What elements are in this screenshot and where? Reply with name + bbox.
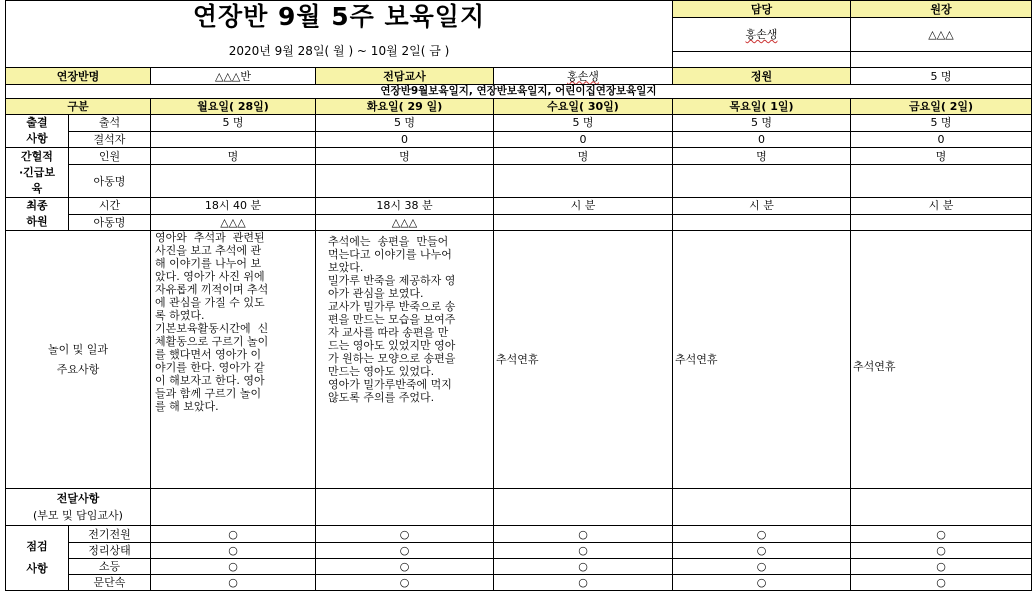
inspection-lights-label: 소등 — [69, 559, 151, 575]
intermittent-children-thu — [673, 165, 851, 198]
inspection-power-wed: ○ — [494, 526, 673, 543]
inspection-power-fri: ○ — [851, 526, 1032, 543]
day-header-fri: 금요일( 2일) — [851, 99, 1032, 115]
day-header-tue: 화요일( 29 일) — [316, 99, 494, 115]
inspection-lights-wed: ○ — [494, 559, 673, 575]
inspection-locking-wed: ○ — [494, 575, 673, 591]
intermittent-children-tue — [316, 165, 494, 198]
attendance-present-label: 출석 — [69, 115, 151, 132]
inspection-group-label: 점검 사항 — [6, 526, 69, 591]
intermittent-children-mon — [151, 165, 316, 198]
activities-mon: 영아와 추석과 관련된 사진을 보고 추석에 관 해 이야기를 나누어 보 았다. 영아가 사진 위에 자유롭게 끼적이며 추석 에 관심을 가질 수 있도 록 하였다. 기본보육활동시간에 신 체활동으로 구르기 놀이 를 했다면서 영아가 이 야기를 한다. 영아가 같 이 해보자고 한다. 영아 들과 함께 구르기 놀이 를 해 보았다. — [151, 231, 316, 489]
inspection-tidy-label: 정리상태 — [69, 543, 151, 559]
approval-label-director: 원장 — [851, 1, 1032, 18]
intermittent-count-label: 인원 — [69, 148, 151, 165]
message-label: 전달사항 — [56, 492, 100, 505]
message-tue — [316, 489, 494, 526]
title-block — [6, 1, 673, 68]
departure-time-label: 시간 — [69, 198, 151, 215]
departure-children-label: 아동명 — [69, 214, 151, 231]
intermittent-children-wed — [494, 165, 673, 198]
departure-time-wed: 시 분 — [494, 198, 673, 215]
inspection-tidy-thu: ○ — [673, 543, 851, 559]
inspection-tidy-tue: ○ — [316, 543, 494, 559]
departure-group-label: 최종 하원 — [6, 198, 69, 231]
intermittent-group-label: 간헐적 ·긴급보 육 — [6, 148, 69, 198]
inspection-locking-fri: ○ — [851, 575, 1032, 591]
message-label-cell — [6, 489, 151, 526]
class-name-value: △△△반 — [151, 68, 316, 85]
activities-tue: 추석에는 송편을 만들어 먹는다고 이야기를 나누어 보았다. 밀가루 반죽을 제공하자 영 아가 관심을 보였다. 교사가 밀가루 반죽으로 송 편을 만드는 모습을 보여주 자 교사를 따라 송편을 만 드는 영아도 있었지만 영아 가 원하는 모양으로 송편을 만드는 영아도 있었다. 영아가 밀가루반죽에 먹지 않도록 주의를 주었다. — [316, 231, 494, 489]
files-note: 연장반9월보육일지, 연장반보육일지, 어린이집연장보육일지 — [6, 85, 1032, 99]
intermittent-count-thu: 명 — [673, 148, 851, 165]
attendance-absent-mon — [151, 131, 316, 148]
departure-time-thu: 시 분 — [673, 198, 851, 215]
intermittent-children-fri — [851, 165, 1032, 198]
teacher-label: 전담교사 — [316, 68, 494, 85]
intermittent-count-tue: 명 — [316, 148, 494, 165]
departure-children-thu — [673, 214, 851, 231]
attendance-absent-label: 결석자 — [69, 131, 151, 148]
date-range: 2020년 9월 28일( 월 ) ~ 10월 2일( 금 ) — [228, 44, 450, 58]
attendance-absent-fri: 0 — [851, 131, 1032, 148]
approval-spacer-1 — [673, 52, 851, 68]
division-label: 구분 — [6, 99, 151, 115]
inspection-locking-thu: ○ — [673, 575, 851, 591]
departure-children-tue: △△△ — [316, 214, 494, 231]
message-mon — [151, 489, 316, 526]
intermittent-count-mon: 명 — [151, 148, 316, 165]
attendance-present-fri: 5 명 — [851, 115, 1032, 132]
approval-label-teacher: 담당 — [673, 1, 851, 18]
intermittent-count-fri: 명 — [851, 148, 1032, 165]
inspection-power-mon: ○ — [151, 526, 316, 543]
inspection-locking-mon: ○ — [151, 575, 316, 591]
page-title: 연장반 9월 5주 보육일지 — [192, 2, 486, 31]
message-fri — [851, 489, 1032, 526]
intermittent-count-wed: 명 — [494, 148, 673, 165]
departure-children-wed — [494, 214, 673, 231]
departure-children-mon: △△△ — [151, 214, 316, 231]
teacher-value: 홍손생 — [494, 68, 673, 85]
attendance-absent-wed: 0 — [494, 131, 673, 148]
day-header-wed: 수요일( 30일) — [494, 99, 673, 115]
approval-value-teacher: 홍손생 — [673, 18, 851, 52]
day-header-mon: 월요일( 28일) — [151, 99, 316, 115]
inspection-lights-tue: ○ — [316, 559, 494, 575]
inspection-power-label: 전기전원 — [69, 526, 151, 543]
approval-spacer-2 — [851, 52, 1032, 68]
message-thu — [673, 489, 851, 526]
attendance-absent-thu: 0 — [673, 131, 851, 148]
attendance-present-thu: 5 명 — [673, 115, 851, 132]
message-sublabel: (부모 및 담임교사) — [33, 509, 123, 522]
activities-fri: 추석연휴 — [851, 231, 1032, 489]
day-header-thu: 목요일( 1일) — [673, 99, 851, 115]
attendance-group-label: 출결 사항 — [6, 115, 69, 148]
capacity-label: 정원 — [673, 68, 851, 85]
attendance-absent-tue: 0 — [316, 131, 494, 148]
departure-time-fri: 시 분 — [851, 198, 1032, 215]
departure-children-fri — [851, 214, 1032, 231]
activities-thu: 추석연휴 — [673, 231, 851, 489]
attendance-present-wed: 5 명 — [494, 115, 673, 132]
approval-value-director: △△△ — [851, 18, 1032, 52]
intermittent-children-label: 아동명 — [69, 165, 151, 198]
attendance-present-mon: 5 명 — [151, 115, 316, 132]
inspection-lights-mon: ○ — [151, 559, 316, 575]
inspection-tidy-wed: ○ — [494, 543, 673, 559]
class-name-label: 연장반명 — [6, 68, 151, 85]
inspection-power-tue: ○ — [316, 526, 494, 543]
inspection-power-thu: ○ — [673, 526, 851, 543]
activities-label: 놀이 및 일과 주요사항 — [6, 231, 151, 489]
departure-time-mon: 18시 40 분 — [151, 198, 316, 215]
capacity-value: 5 명 — [851, 68, 1032, 85]
inspection-tidy-fri: ○ — [851, 543, 1032, 559]
activities-wed: 추석연휴 — [494, 231, 673, 489]
departure-time-tue: 18시 38 분 — [316, 198, 494, 215]
inspection-locking-tue: ○ — [316, 575, 494, 591]
message-wed — [494, 489, 673, 526]
attendance-present-tue: 5 명 — [316, 115, 494, 132]
inspection-tidy-mon: ○ — [151, 543, 316, 559]
inspection-lights-fri: ○ — [851, 559, 1032, 575]
inspection-lights-thu: ○ — [673, 559, 851, 575]
daily-log-table — [5, 0, 1032, 591]
inspection-locking-label: 문단속 — [69, 575, 151, 591]
